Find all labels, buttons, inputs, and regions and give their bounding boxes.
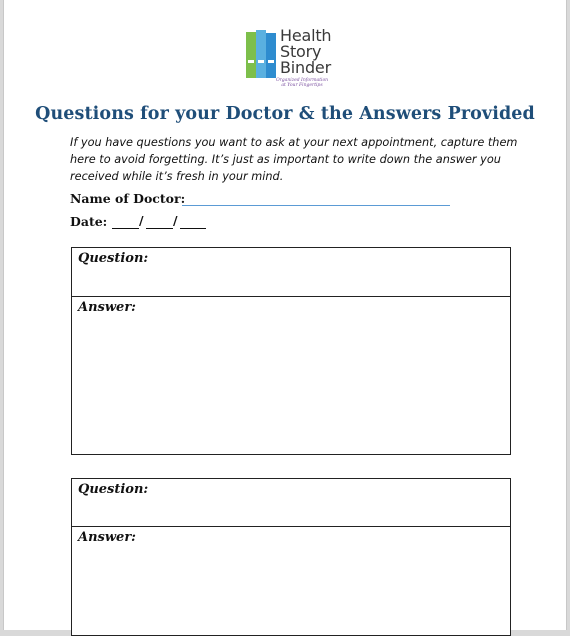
logo-word-story: Story [280, 42, 322, 61]
binder-icon [244, 30, 280, 82]
logo-word-binder: Binder [280, 58, 331, 77]
date-day-field[interactable] [146, 228, 173, 229]
worksheet-page [3, 0, 567, 630]
answer-label: Answer: [78, 300, 136, 315]
question-label: Question: [78, 482, 149, 497]
answer-box[interactable] [71, 296, 511, 455]
logo-wordmark [280, 28, 331, 76]
date-separator: / [173, 213, 178, 228]
answer-label: Answer: [78, 530, 136, 545]
page-title: Questions for your Doctor & the Answers Provided [35, 104, 535, 124]
logo-tagline [274, 78, 330, 88]
intro-paragraph: If you have questions you want to ask at your next appointment, capture them here to avoid forgetting. It’s just as important to write down the answer you received while it’s fresh in your mind. [70, 136, 518, 183]
answer-box[interactable] [71, 526, 511, 636]
date-label: Date: [70, 214, 108, 229]
date-month-field[interactable] [112, 228, 139, 229]
logo-tagline-line1: Organized Information [275, 78, 329, 83]
date-separator: / [139, 213, 144, 228]
doctor-name-field[interactable] [182, 205, 450, 206]
question-label: Question: [78, 251, 149, 266]
date-year-field[interactable] [180, 228, 206, 229]
doctor-name-label: Name of Doctor: [70, 191, 186, 206]
logo-word-health: Health [280, 26, 332, 45]
logo-tagline-line2: at Your Fingertips [281, 83, 323, 88]
question-box[interactable] [71, 247, 511, 297]
question-box[interactable] [71, 478, 511, 527]
health-story-binder-logo [244, 28, 354, 98]
